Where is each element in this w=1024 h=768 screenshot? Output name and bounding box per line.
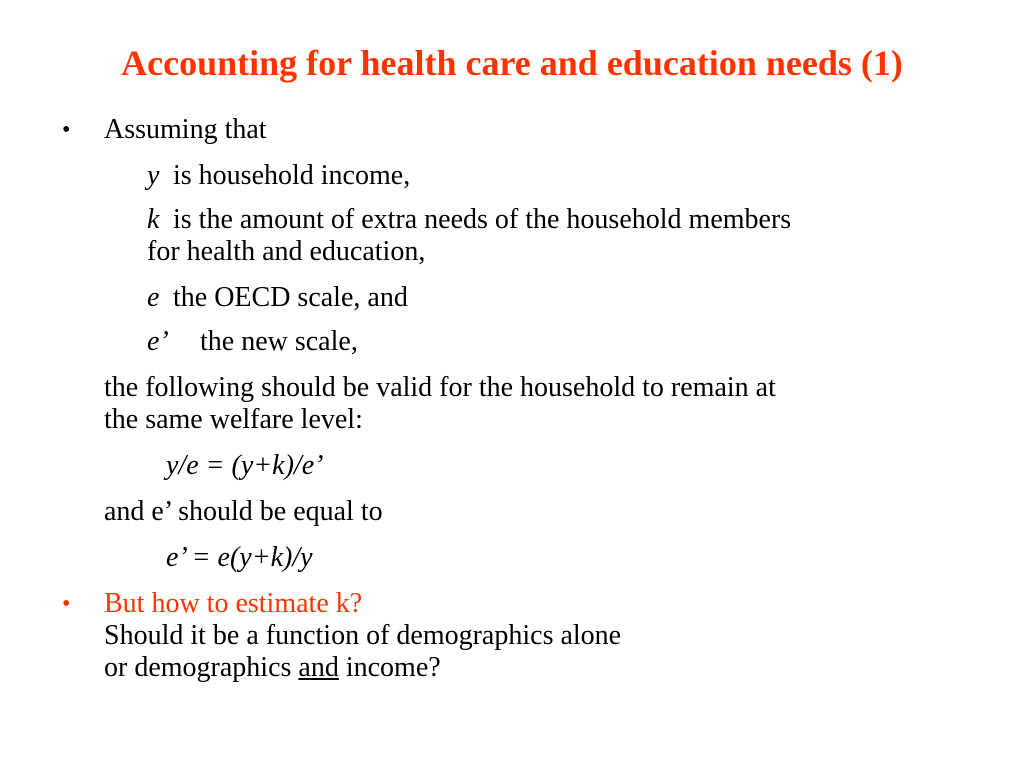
definition-e (147, 282, 408, 314)
question-estimate-k: But how to estimate k? (104, 588, 363, 619)
bullet-marker: • (62, 117, 71, 143)
variable-e-prime: e’ (147, 326, 169, 357)
definition-k-continuation: for health and education, (147, 236, 426, 267)
question-line-3-post: income? (338, 652, 441, 683)
definition-y-text: is household income, (173, 160, 411, 191)
equation-new-scale: e’ = e(y+k)/y (166, 542, 313, 573)
definition-e-prime (147, 326, 358, 358)
question-line-2: Should it be a function of demographics alone (104, 620, 622, 651)
definition-e-text: the OECD scale, and (173, 282, 408, 313)
variable-e: e (147, 282, 160, 313)
bullet-marker-red: • (62, 591, 71, 617)
variable-k: k (147, 204, 160, 235)
and-equal-text: and e’ should be equal to (104, 496, 383, 527)
underlined-and: and (298, 652, 339, 683)
slide-title: Accounting for health care and education needs (1) (121, 43, 903, 83)
question-line-3 (104, 652, 441, 684)
following-line-2: the same welfare level: (104, 404, 363, 435)
bullet-assuming-text: Assuming that (104, 114, 267, 145)
equation-welfare: y/e = (y+k)/e’ (166, 450, 324, 481)
question-line-3-pre: or demographics (104, 652, 299, 683)
definition-e-prime-text: the new scale, (200, 326, 358, 357)
definition-k-text: is the amount of extra needs of the household members (173, 204, 792, 235)
definition-k (147, 204, 791, 236)
definition-y (147, 160, 410, 192)
following-line-1: the following should be valid for the household to remain at (104, 372, 776, 403)
variable-y: y (147, 160, 160, 191)
